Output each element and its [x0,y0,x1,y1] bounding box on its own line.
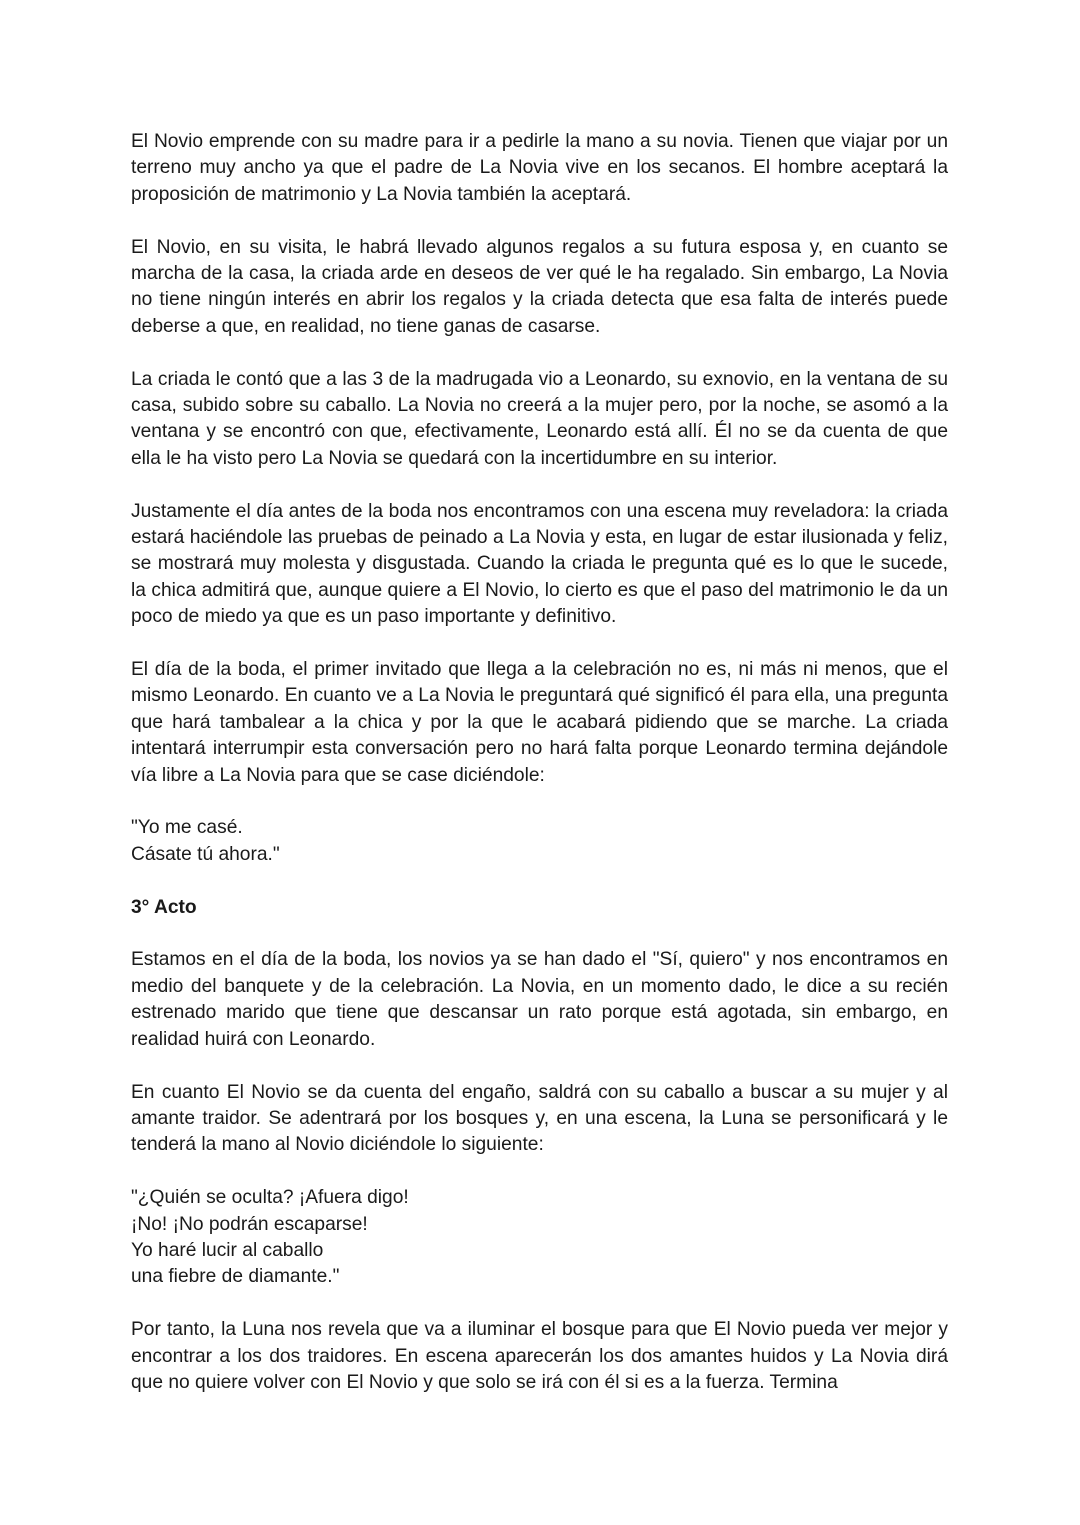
section-heading: 3° Acto [131,896,197,918]
paragraph: Por tanto, la Luna nos revela que va a iluminar el bosque para que El Novio pueda ver mejor y encontrar a los dos traidores. En escena aparecerán los dos amantes huidos y La Novia dirá que no quiere volver con El Novio y que solo se irá con él si es a la fuerza. Termina [131,1319,948,1393]
quote-block [131,1185,948,1291]
quote-block [131,815,948,868]
paragraph: El día de la boda, el primer invitado que llega a la celebración no es, ni más ni menos, que el mismo Leonardo. En cuanto ve a La Novia le preguntará qué significó él para ella, una pregunta que hará tambalear a la chica y por la que le acabará pidiendo que se marche. La criada intentará interrumpir esta conversación pero no hará falta porque Leonardo termina dejándole vía libre a La Novia para que se case diciéndole: [131,659,948,786]
paragraph: Estamos en el día de la boda, los novios ya se han dado el "Sí, quiero" y nos encontramos en medio del banquete y de la celebración. La Novia, en un momento dado, le dice a su recién estrenado marido que tiene que descansar un rato porque está agotada, sin embargo, en realidad huirá con Leonardo. [131,949,948,1050]
quote-line: Cásate tú ahora." [131,843,280,865]
paragraph: El Novio emprende con su madre para ir a pedirle la mano a su novia. Tienen que viajar por un terreno muy ancho ya que el padre de La Novia vive en los secanos. El hombre aceptará la proposición de matrimonio y La Novia también la aceptará. [131,131,948,205]
document-page [131,129,948,1423]
quote-line: "¿Quién se oculta? ¡Afuera digo! [131,1187,409,1209]
paragraph: En cuanto El Novio se da cuenta del engaño, saldrá con su caballo a buscar a su mujer y al amante traidor. Se adentrará por los bosques y, en una escena, la Luna se personificará y le tenderá la mano al Novio diciéndole lo siguiente: [131,1081,948,1156]
quote-line: ¡No! ¡No podrán escaparse! [131,1213,368,1235]
paragraph: La criada le contó que a las 3 de la madrugada vio a Leonardo, su exnovio, en la ventana de su casa, subido sobre su caballo. La Novia no creerá a la mujer pero, por la noche, se asomó a la ventana y se encontró con que, efectivamente, Leonardo está allí. Él no se da cuenta de que ella le ha visto pero La Novia se quedará con la incertidumbre en su interior. [131,368,948,469]
quote-line: una fiebre de diamante." [131,1266,340,1288]
paragraph: Justamente el día antes de la boda nos encontramos con una escena muy reveladora: la criada estará haciéndole las pruebas de peinado a La Novia y esta, en lugar de estar ilusionada y feliz, se mostrará muy molesta y disgustada. Cuando la criada le pregunta qué es lo que le sucede, la chica admitirá que, aunque quiere a El Novio, lo cierto es que el paso del matrimonio le da un poco de miedo ya que es un paso importante y definitivo. [131,500,948,628]
quote-line: Yo haré lucir al caballo [131,1239,324,1261]
quote-line: "Yo me casé. [131,817,243,839]
paragraph: El Novio, en su visita, le habrá llevado algunos regalos a su futura esposa y, en cuanto se marcha de la casa, la criada arde en deseos de ver qué le ha regalado. Sin embargo, La Novia no tiene ningún interés en abrir los regalos y la criada detecta que esa falta de interés puede deberse a que, en realidad, no tiene ganas de casarse. [131,236,948,337]
